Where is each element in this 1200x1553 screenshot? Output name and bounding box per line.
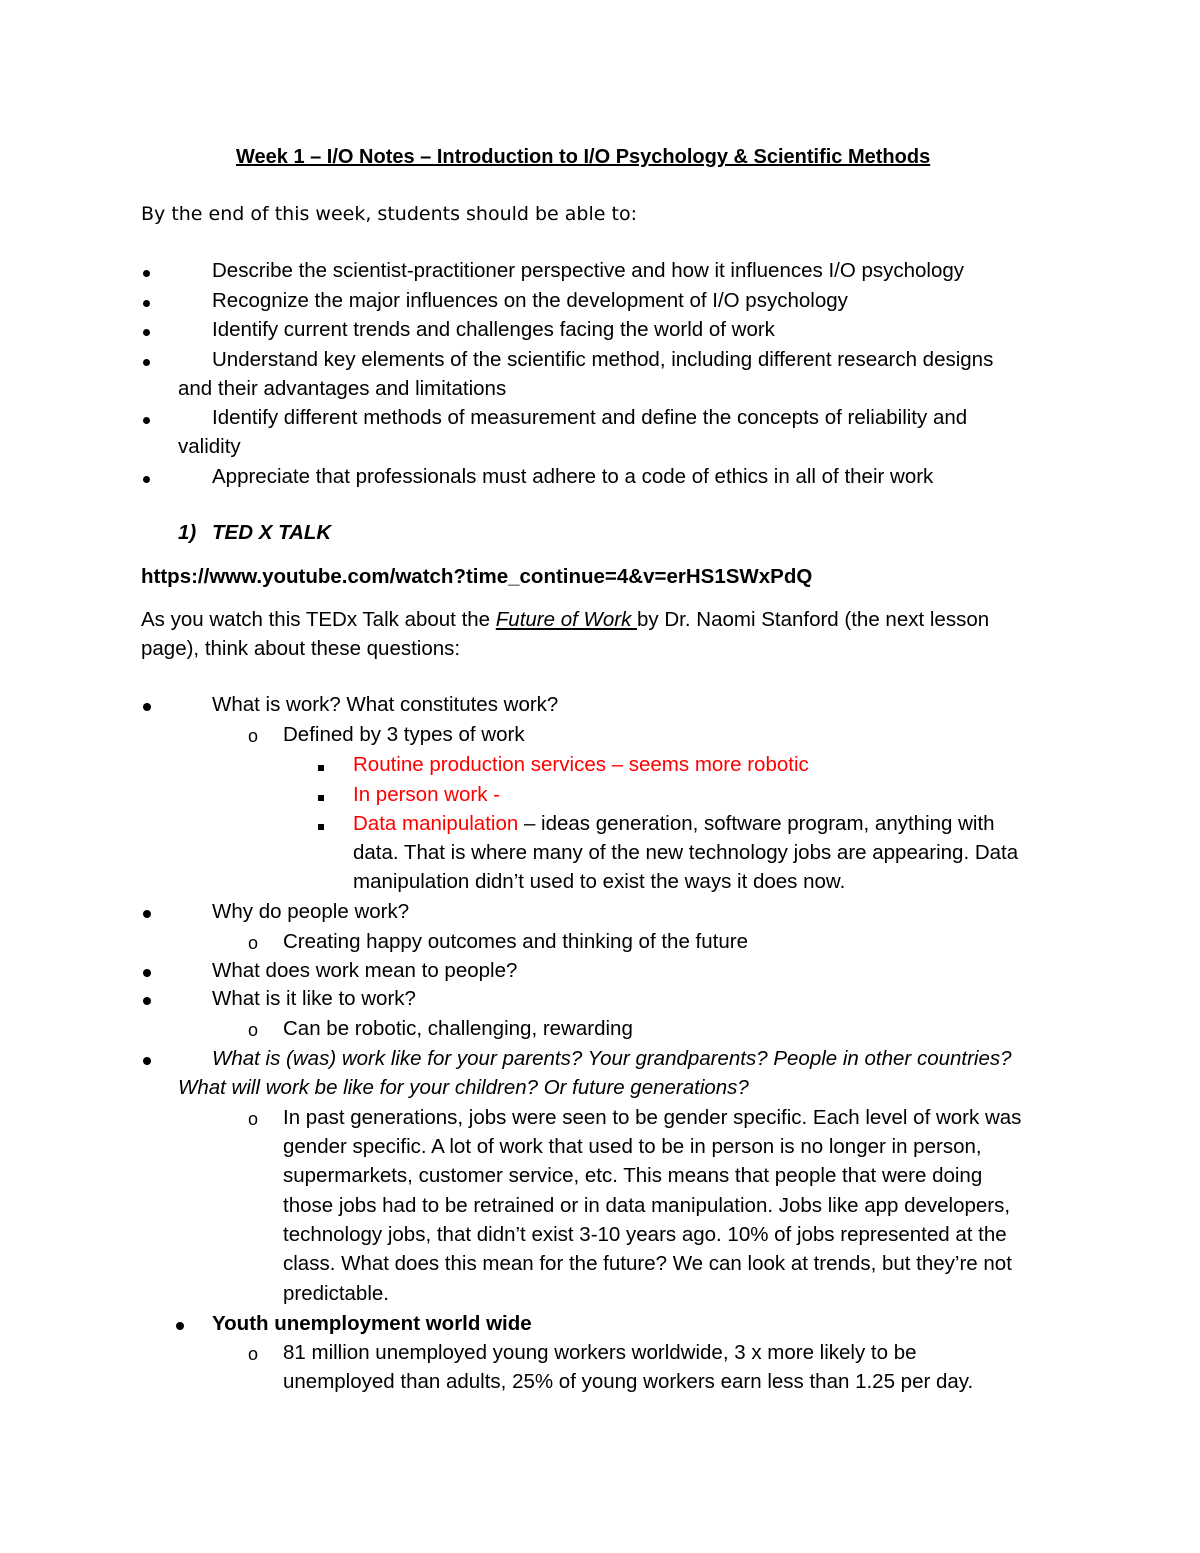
question-item: What is work? What constitutes work? [212, 693, 559, 716]
work-type-in-person: In person work - [353, 783, 500, 806]
work-type-routine: Routine production services – seems more robotic [353, 753, 809, 776]
sub-bullet-icon: o [248, 726, 259, 746]
sub-item-continued: supermarkets, customer service, etc. This means that people that were doing [283, 1164, 983, 1187]
data-manipulation-description: – ideas generation, software program, anything with [518, 812, 995, 835]
youth-unemployment-heading: Youth unemployment world wide [212, 1312, 532, 1335]
square-bullet-icon [318, 810, 324, 838]
objective-item: Identify current trends and challenges facing the world of work [212, 318, 775, 341]
bullet-icon [176, 1310, 184, 1338]
square-bullet-icon [318, 781, 324, 809]
sub-item: Creating happy outcomes and thinking of the future [283, 930, 748, 953]
bullet-icon [143, 1045, 151, 1073]
objective-item: Appreciate that professionals must adhere to a code of ethics in all of their work [212, 465, 934, 488]
bullet-icon [143, 691, 151, 719]
sub-item: In past generations, jobs were seen to be gender specific. Each level of work was [283, 1106, 1022, 1129]
watch-instructions [141, 606, 989, 634]
objective-item: Understand key elements of the scientific method, including different research designs [212, 348, 994, 371]
data-manipulation-label: Data manipulation [353, 812, 519, 835]
question-item: What does work mean to people? [212, 959, 518, 982]
sub-item: Defined by 3 types of work [283, 723, 525, 746]
intro-text: By the end of this week, students should be able to: [141, 203, 637, 225]
question-item: What is (was) work like for your parents? Your grandparents? People in other countries? [212, 1047, 1012, 1070]
sub-bullet-icon: o [248, 933, 259, 953]
sub-item-continued: unemployed than adults, 25% of young workers earn less than 1.25 per day. [283, 1370, 974, 1393]
bullet-icon [143, 404, 150, 432]
objective-item-continued: validity [178, 435, 241, 458]
work-type-data-manipulation [353, 810, 995, 838]
question-item: Why do people work? [212, 900, 410, 923]
data-manipulation-continued: data. That is where many of the new technology jobs are appearing. Data [353, 841, 1019, 864]
document-title: Week 1 – I/O Notes – Introduction to I/O Psychology & Scientific Methods [236, 146, 931, 168]
objective-item-continued: and their advantages and limitations [178, 377, 507, 400]
sub-item-continued: gender specific. A lot of work that used to be in person is no longer in person, [283, 1135, 982, 1158]
bullet-icon [143, 463, 150, 491]
sub-item-continued: those jobs had to be retrained or in data manipulation. Jobs like app developers, [283, 1194, 1011, 1217]
objective-item: Describe the scientist-practitioner perspective and how it influences I/O psychology [212, 259, 965, 282]
watch-text-after: by Dr. Naomi Stanford (the next lesson [637, 608, 990, 631]
bullet-icon [143, 957, 151, 985]
sub-item: 81 million unemployed young workers worldwide, 3 x more likely to be [283, 1341, 917, 1364]
future-of-work-link[interactable]: Future of Work [495, 608, 638, 631]
sub-item-continued: technology jobs, that didn’t exist 3-10 years ago. 10% of jobs represented at the [283, 1223, 1007, 1246]
bullet-icon [143, 898, 151, 926]
sub-item-continued: class. What does this mean for the future? We can look at trends, but they’re not [283, 1252, 1012, 1275]
question-item: What is it like to work? [212, 987, 416, 1010]
objective-item: Recognize the major influences on the development of I/O psychology [212, 289, 848, 312]
bullet-icon [143, 287, 150, 315]
bullet-icon [143, 346, 150, 374]
watch-instructions-continued: page), think about these questions: [141, 637, 461, 660]
sub-bullet-icon: o [248, 1020, 259, 1040]
objective-item: Identify different methods of measurement and define the concepts of reliability and [212, 406, 968, 429]
sub-bullet-icon: o [248, 1109, 259, 1129]
section-heading: TED X TALK [212, 521, 332, 544]
watch-text-before: As you watch this TEDx Talk about the [141, 608, 496, 631]
bullet-icon [143, 985, 151, 1013]
sub-bullet-icon: o [248, 1344, 259, 1364]
bullet-icon [143, 316, 150, 344]
question-item-continued: What will work be like for your children? Or future generations? [178, 1076, 749, 1099]
sub-item: Can be robotic, challenging, rewarding [283, 1017, 633, 1040]
video-url[interactable]: https://www.youtube.com/watch?time_continue=4&v=erHS1SWxPdQ [141, 565, 813, 588]
sub-item-continued: predictable. [283, 1282, 389, 1305]
bullet-icon [143, 257, 150, 285]
square-bullet-icon [318, 751, 324, 779]
section-number: 1) [178, 521, 197, 544]
data-manipulation-continued: manipulation didn’t used to exist the ways it does now. [353, 870, 846, 893]
